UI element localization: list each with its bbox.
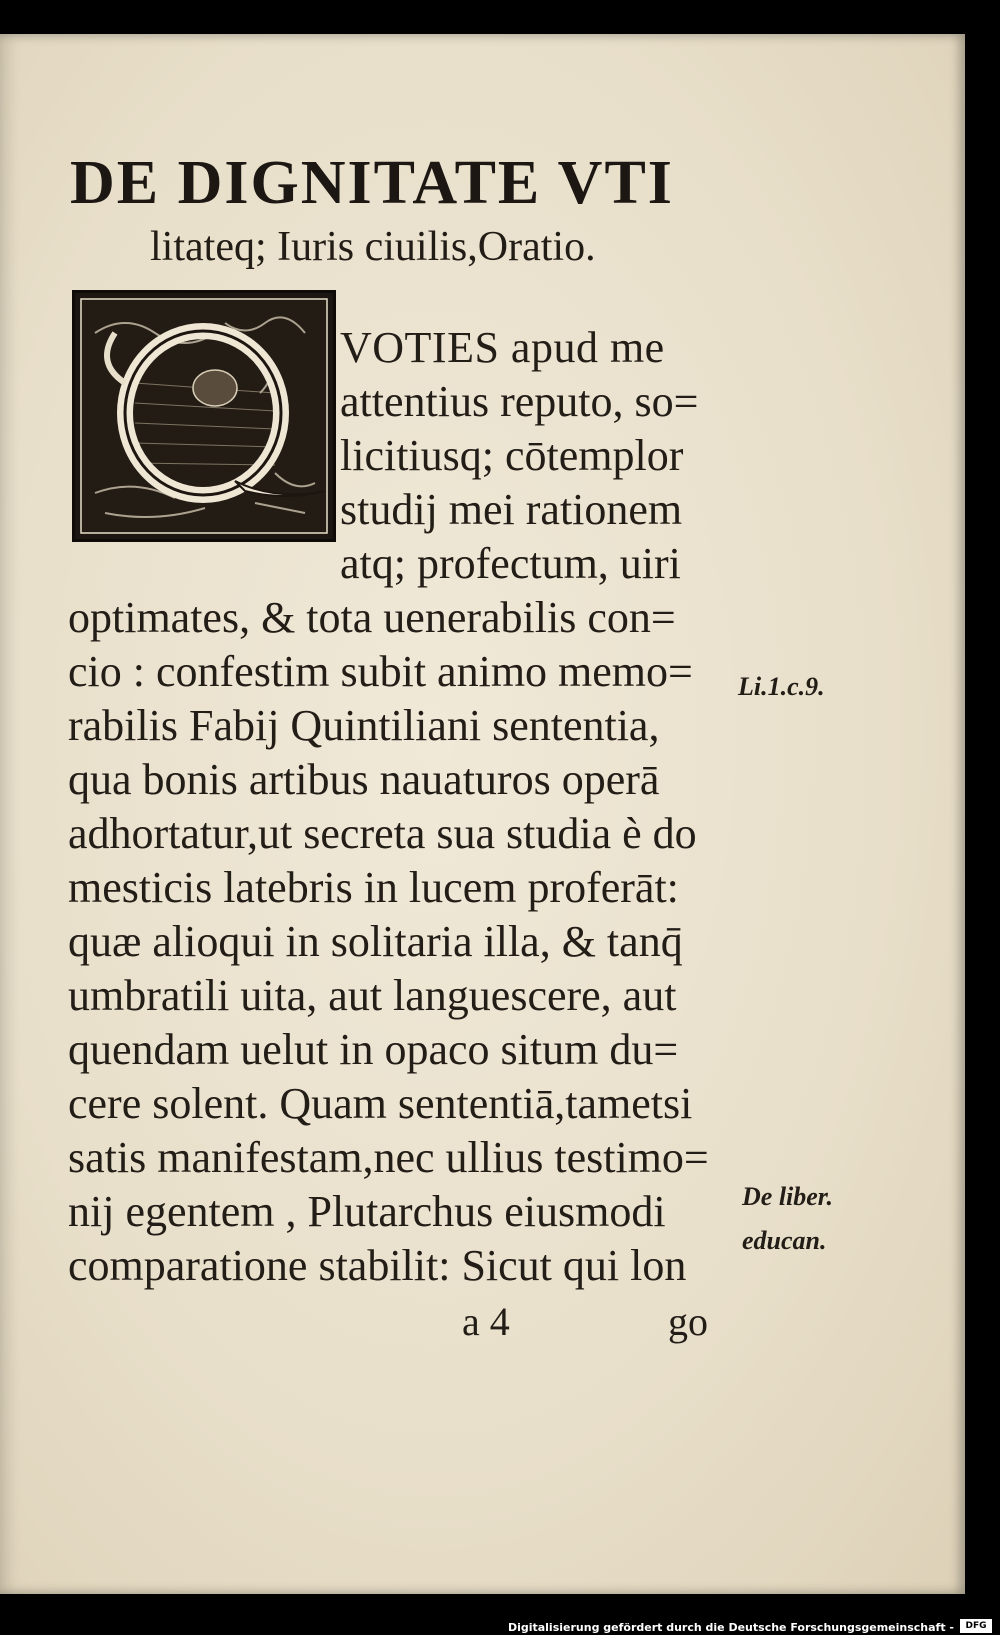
- woodcut-initial-image: [75, 293, 333, 539]
- text-line: comparatione stabilit: Sicut qui lon: [68, 1241, 687, 1290]
- text-line: adhortatur,ut secreta sua studia è do: [68, 809, 697, 858]
- decorated-initial-q: [72, 290, 336, 542]
- book-page: [0, 34, 965, 1594]
- signature-mark: a 4: [462, 1299, 510, 1344]
- text-line: mesticis latebris in lucem proferāt:: [68, 863, 679, 912]
- text-line: cere solent. Quam sententiā,tametsi: [68, 1079, 693, 1128]
- text-line: satis manifestam,nec ullius testimo=: [68, 1133, 709, 1182]
- margin-note: Li.1.c.9.: [738, 672, 825, 701]
- text-line: attentius reputo, so=: [340, 377, 699, 426]
- text-line: studij mei rationem: [340, 485, 683, 534]
- text-line: licitiusq; cōtemplor: [340, 431, 684, 480]
- text-line: qua bonis artibus nauaturos operā: [68, 755, 660, 804]
- text-line: atq; profectum, uiri: [340, 539, 681, 588]
- text-line: rabilis Fabij Quintiliani sententia,: [68, 701, 660, 750]
- text-line: nij egentem , Plutarchus eiusmodi: [68, 1187, 666, 1236]
- text-line: VOTIES apud me: [340, 323, 665, 372]
- page-title: DE DIGNITATE VTI: [70, 149, 674, 217]
- funding-notice: Digitalisierung gefördert durch die Deutsche Forschungsgemeinschaft -: [507, 1621, 954, 1634]
- margin-note: educan.: [742, 1226, 827, 1255]
- text-line: quæ alioqui in solitaria illa, & tanq̄: [68, 917, 683, 966]
- margin-note: De liber.: [742, 1182, 833, 1211]
- text-line: umbratili uita, aut languescere, aut: [68, 971, 677, 1020]
- catchword: go: [668, 1299, 708, 1344]
- text-line: optimates, & tota uenerabilis con=: [68, 593, 676, 642]
- dfg-logo: DFG: [960, 1619, 992, 1633]
- text-line: quendam uelut in opaco situm du=: [68, 1025, 679, 1074]
- page-subtitle: litateq; Iuris ciuilis,Oratio.: [150, 224, 596, 270]
- text-line: cio : confestim subit animo memo=: [68, 647, 693, 696]
